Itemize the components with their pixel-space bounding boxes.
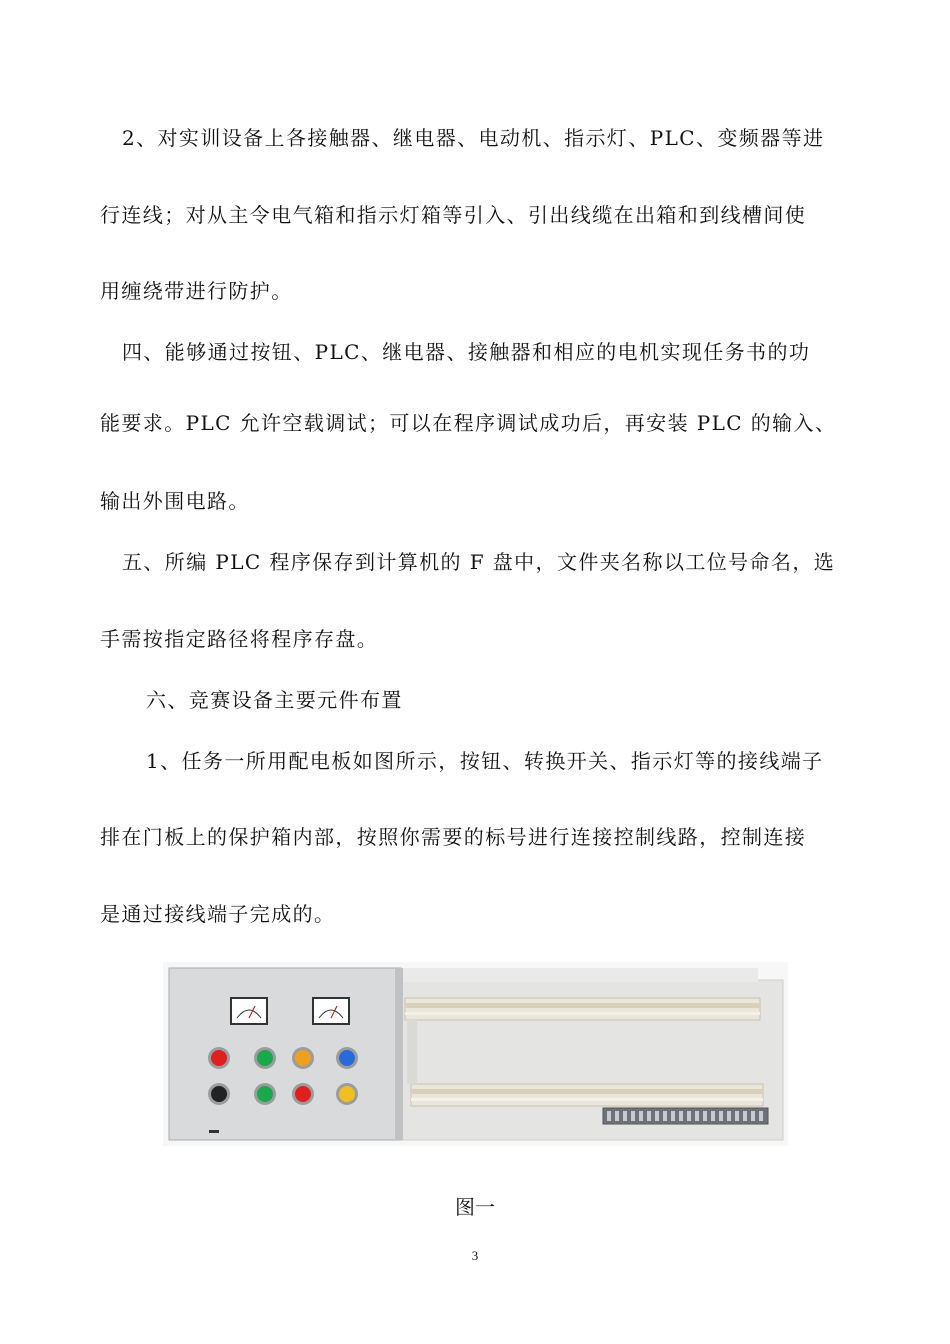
terminal-block-strip — [603, 1108, 768, 1124]
paragraph-line: 五、所编 PLC 程序保存到计算机的 F 盘中，文件夹名称以工位号命名，选 — [122, 550, 836, 574]
paragraph-line: 排在门板上的保护箱内部，按照你需要的标号进行连接控制线路，控制连接 — [100, 825, 807, 849]
paragraph-line: 1、任务一所用配电板如图所示，按钮、转换开关、指示灯等的接线端子 — [146, 749, 824, 773]
section-heading: 六、竞赛设备主要元件布置 — [146, 688, 403, 712]
ammeter-left — [231, 998, 267, 1024]
paragraph-line: 2、对实训设备上各接触器、继电器、电动机、指示灯、PLC、变频器等进 — [122, 126, 825, 150]
paragraph-line: 是通过接线端子完成的。 — [100, 902, 336, 926]
push-button — [295, 1086, 311, 1102]
upper-cable-duct — [405, 998, 760, 1020]
push-button — [257, 1086, 273, 1102]
pilot-lamp — [211, 1050, 227, 1066]
paragraph-line: 用缠绕带进行防护。 — [100, 279, 293, 303]
paragraph-line: 能要求。PLC 允许空载调试；可以在程序调试成功后，再安装 PLC 的输入、 — [100, 411, 837, 435]
push-button — [211, 1086, 227, 1102]
pilot-lamp — [339, 1050, 355, 1066]
page-number: 3 — [471, 1248, 479, 1263]
pilot-lamp — [295, 1050, 311, 1066]
figure-caption: 图一 — [455, 1195, 495, 1219]
pilot-lamp — [257, 1050, 273, 1066]
control-box-door — [169, 968, 403, 1140]
push-button — [339, 1086, 355, 1102]
paragraph-line: 行连线；对从主令电气箱和指示灯箱等引入、引出线缆在出箱和到线槽间使 — [100, 203, 807, 227]
paragraph-line: 手需按指定路径将程序存盘。 — [100, 627, 379, 651]
ammeter-right — [313, 998, 349, 1024]
paragraph-line: 输出外围电路。 — [100, 489, 250, 513]
distribution-board-photo — [163, 962, 788, 1146]
lower-cable-duct — [411, 1084, 763, 1106]
paragraph-line: 四、能够通过按钮、PLC、继电器、接触器和相应的电机实现任务书的功 — [122, 340, 811, 364]
